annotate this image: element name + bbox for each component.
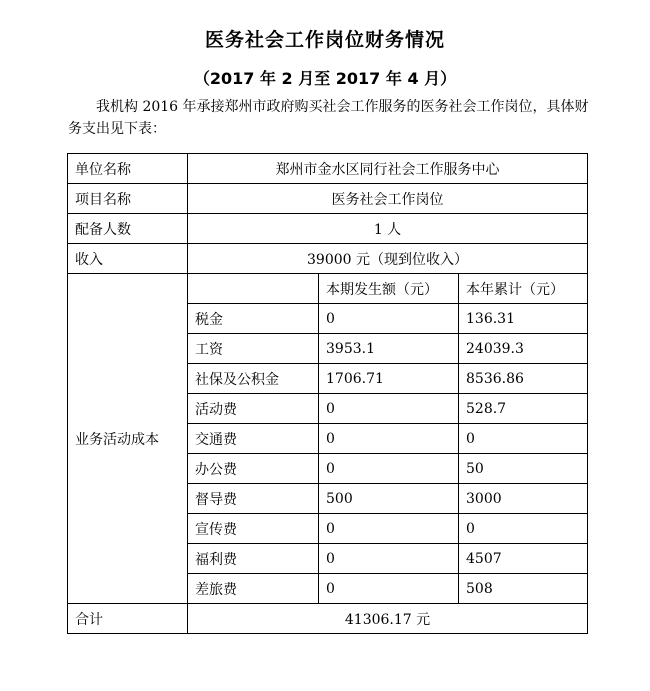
income-label: 收入 [68, 244, 188, 274]
staff-label: 配备人数 [68, 214, 188, 244]
income-row [68, 244, 588, 274]
item-period: 0 [319, 304, 459, 334]
item-period: 0 [319, 394, 459, 424]
item-period: 0 [319, 424, 459, 454]
staff-value: 1 人 [188, 214, 588, 244]
item-period: 0 [319, 544, 459, 574]
total-label: 合计 [68, 604, 188, 634]
item-year: 24039.3 [459, 334, 588, 364]
item-name: 福利费 [188, 544, 319, 574]
item-name: 宣传费 [188, 514, 319, 544]
staff-row [68, 214, 588, 244]
item-period: 1706.71 [319, 364, 459, 394]
item-name: 工资 [188, 334, 319, 364]
item-year: 50 [459, 454, 588, 484]
item-year: 528.7 [459, 394, 588, 424]
intro-paragraph: 我机构 2016 年承接郑州市政府购买社会工作服务的医务社会工作岗位，具体财务支出见下表： [68, 99, 589, 137]
col-year-header: 本年累计（元） [459, 274, 588, 304]
page-title: 医务社会工作岗位财务情况 [204, 29, 445, 51]
item-period: 500 [319, 484, 459, 514]
project-value: 医务社会工作岗位 [188, 184, 588, 214]
cost-header-row [68, 274, 588, 304]
item-name: 办公费 [188, 454, 319, 484]
project-row [68, 184, 588, 214]
item-year: 4507 [459, 544, 588, 574]
cost-label: 业务活动成本 [68, 274, 188, 604]
item-period: 0 [319, 574, 459, 604]
item-period: 3953.1 [319, 334, 459, 364]
income-value: 39000 元（现到位收入） [188, 244, 588, 274]
finance-table [67, 153, 588, 634]
empty-header-cell [188, 274, 319, 304]
total-row [68, 604, 588, 634]
item-name: 差旅费 [188, 574, 319, 604]
item-name: 督导费 [188, 484, 319, 514]
item-year: 0 [459, 424, 588, 454]
item-year: 3000 [459, 484, 588, 514]
col-period-header: 本期发生额（元） [319, 274, 459, 304]
page-subtitle: （2017 年 2 月至 2017 年 4 月） [193, 69, 457, 88]
item-name: 社保及公积金 [188, 364, 319, 394]
item-year: 508 [459, 574, 588, 604]
item-year: 136.31 [459, 304, 588, 334]
total-value: 41306.17 元 [188, 604, 588, 634]
item-period: 0 [319, 514, 459, 544]
item-name: 活动费 [188, 394, 319, 424]
project-label: 项目名称 [68, 184, 188, 214]
unit-row [68, 154, 588, 184]
item-year: 8536.86 [459, 364, 588, 394]
item-year: 0 [459, 514, 588, 544]
item-period: 0 [319, 454, 459, 484]
item-name: 交通费 [188, 424, 319, 454]
unit-label: 单位名称 [68, 154, 188, 184]
unit-value: 郑州市金水区同行社会工作服务中心 [188, 154, 588, 184]
item-name: 税金 [188, 304, 319, 334]
